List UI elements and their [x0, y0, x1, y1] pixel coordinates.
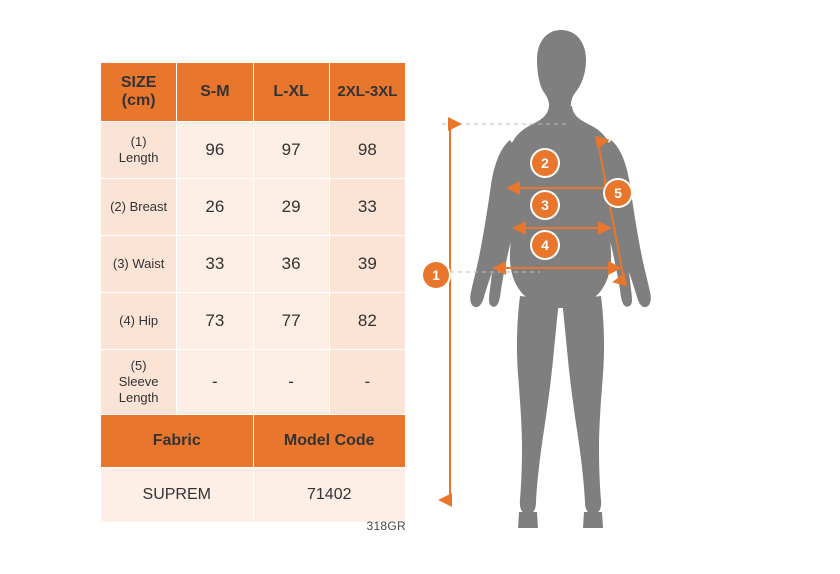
- column-header-l-xl: L-XL: [253, 63, 329, 122]
- footer-header-fabric: Fabric: [101, 415, 254, 468]
- table-footer-header-row: [101, 415, 406, 468]
- row-label-waist: [101, 236, 177, 293]
- row-label-sleeve-line1: (5): [130, 357, 147, 373]
- cell-breast-l-xl: 29: [253, 179, 329, 236]
- row-label-length-line1: (1): [130, 133, 147, 149]
- measure-badge-4: 4: [532, 232, 558, 258]
- cell-waist-s-m: 33: [177, 236, 253, 293]
- footer-header-model-code: Model Code: [253, 415, 406, 468]
- table-row: [101, 179, 406, 236]
- cell-hip-s-m: 73: [177, 293, 253, 350]
- measure-badge-2: 2: [532, 150, 558, 176]
- size-header-line1: SIZE: [120, 74, 157, 92]
- footer-value-fabric: SUPREM: [101, 468, 254, 523]
- size-header-line2: (cm): [121, 92, 156, 109]
- row-label-length: [101, 122, 177, 179]
- cell-hip-l-xl: 77: [253, 293, 329, 350]
- cell-sleeve-l-xl: -: [253, 350, 329, 415]
- measure-badge-1: 1: [423, 262, 449, 288]
- cell-length-l-xl: 97: [253, 122, 329, 179]
- row-label-waist-line1: (3) Waist: [112, 255, 165, 271]
- cell-sleeve-2xl-3xl: -: [329, 350, 405, 415]
- size-table-container: [100, 62, 406, 523]
- table-footer-value-row: [101, 468, 406, 523]
- cell-breast-s-m: 26: [177, 179, 253, 236]
- cell-sleeve-s-m: -: [177, 350, 253, 415]
- column-header-2xl-3xl: 2XL-3XL: [329, 63, 405, 122]
- column-header-s-m: S-M: [177, 63, 253, 122]
- table-row: [101, 236, 406, 293]
- table-row: [101, 293, 406, 350]
- cell-waist-2xl-3xl: 39: [329, 236, 405, 293]
- product-code-note: 318GR: [366, 519, 406, 533]
- row-label-breast-line1: (2) Breast: [110, 198, 168, 214]
- mannequin-diagram: [420, 0, 840, 574]
- table-header-row: [101, 63, 406, 122]
- cell-hip-2xl-3xl: 82: [329, 293, 405, 350]
- cell-length-2xl-3xl: 98: [329, 122, 405, 179]
- size-table: [100, 62, 406, 523]
- row-label-sleeve-line2: Sleeve Length: [118, 373, 159, 406]
- cell-length-s-m: 96: [177, 122, 253, 179]
- cell-waist-l-xl: 36: [253, 236, 329, 293]
- table-row: [101, 122, 406, 179]
- measure-badge-3: 3: [532, 192, 558, 218]
- cell-breast-2xl-3xl: 33: [329, 179, 405, 236]
- row-label-sleeve-length: [101, 350, 177, 415]
- row-label-hip-line1: (4) Hip: [119, 312, 159, 328]
- row-label-breast: [101, 179, 177, 236]
- size-header-cell: [101, 63, 177, 122]
- row-label-length-line2: Length: [118, 150, 159, 165]
- body-measurement-figure: [420, 0, 840, 574]
- table-row: [101, 350, 406, 415]
- footer-value-model-code: 71402: [253, 468, 406, 523]
- measure-badge-5: 5: [605, 180, 631, 206]
- row-label-hip: [101, 293, 177, 350]
